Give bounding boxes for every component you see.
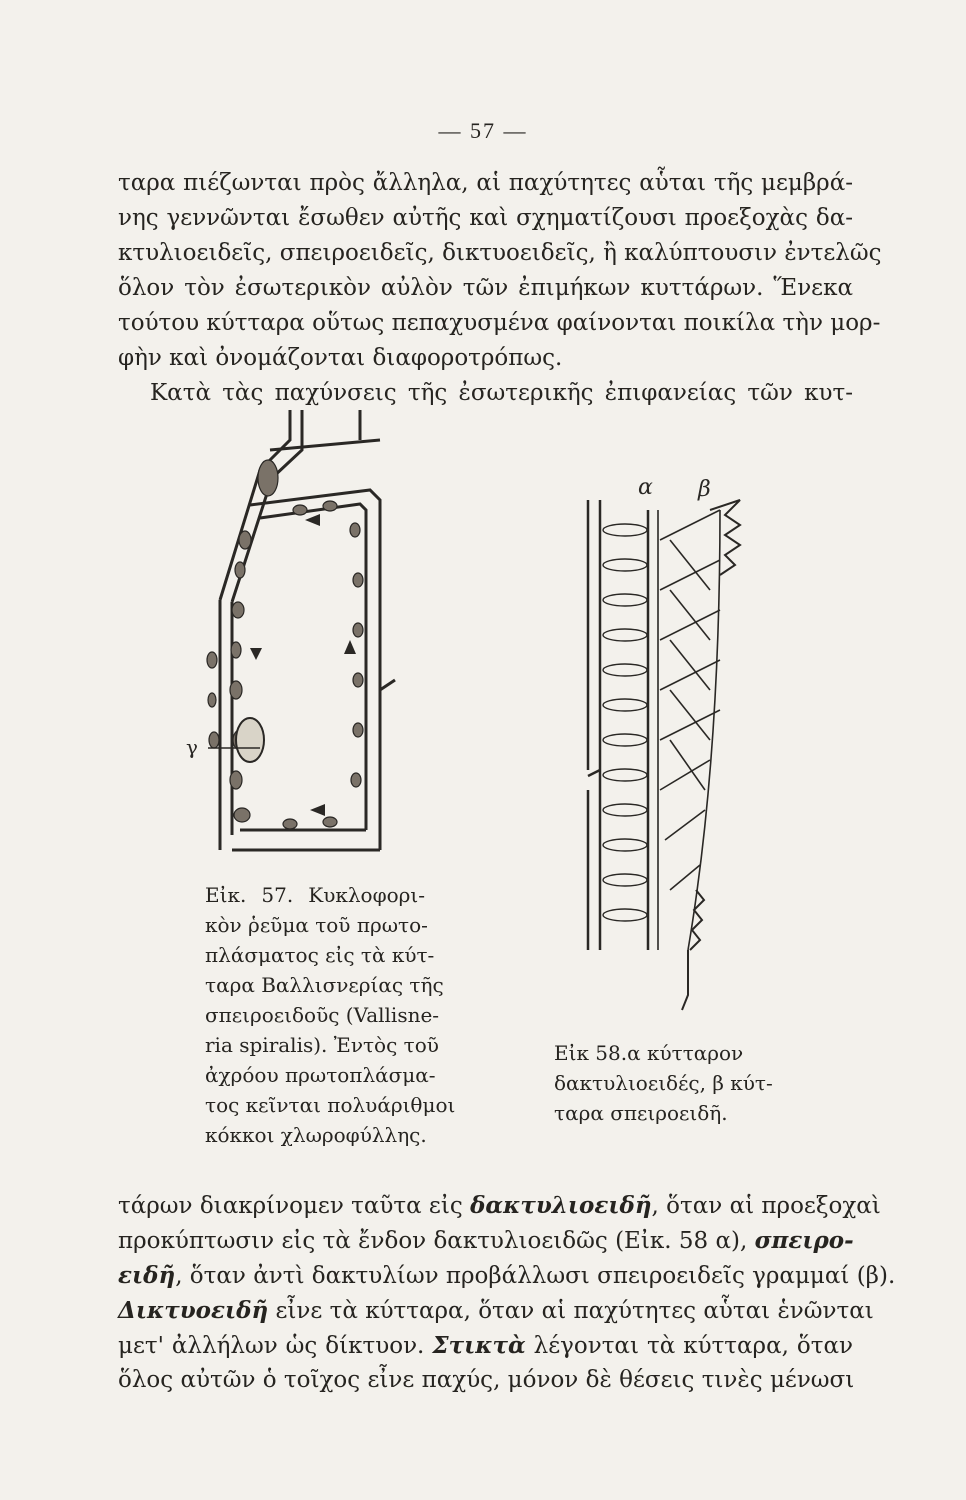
text-span: τάρων διακρίνομεν ταῦτα εἰς: [118, 1193, 471, 1219]
caption-line: κόκκοι χλωροφύλλης.: [205, 1123, 427, 1147]
text-line: [118, 1332, 853, 1359]
caption-line: κὸν ῥεῦμα τοῦ πρωτο-: [205, 913, 428, 937]
figure-58-label-a: α: [638, 475, 653, 500]
figure-58-illustration: [570, 470, 770, 1030]
text-line: [118, 1227, 853, 1254]
figure-58-label-b: β: [698, 477, 711, 502]
text-line: φὴν καὶ ὀνομάζονται διαφοροτρόπως.: [118, 345, 563, 371]
text-line: ὅλος αὐτῶν ὁ τοῖχος εἶνε παχύς, μόνον δὲ θέσεις τινὲς μένωσι: [118, 1367, 855, 1393]
term-annular: δακτυλιοειδῆ: [470, 1192, 652, 1219]
caption-line: Εἰκ 58.α κύτταρον: [554, 1041, 744, 1065]
text-line: ταρα πιέζωνται πρὸς ἄλληλα, αἱ παχύτητες αὗται τῆς μεμβρά-: [118, 170, 853, 196]
text-line: [118, 1262, 896, 1289]
term-spiral: σπειρο-: [754, 1227, 854, 1254]
term-reticulate: Δικτυοειδῆ: [118, 1297, 269, 1324]
text-span: λέγονται τὰ κύτταρα, ὅταν: [525, 1333, 853, 1359]
caption-line: Εἰκ. 57. Κυκλοφορι-: [205, 883, 425, 907]
figure-58-caption: [554, 1038, 773, 1128]
caption-line: πλάσματος εἰς τὰ κύτ-: [205, 943, 435, 967]
page-number: — 57 —: [438, 118, 528, 143]
caption-line: ἀχρόου πρωτοπλάσμα-: [205, 1063, 436, 1087]
text-line: Κατὰ τὰς παχύνσεις τῆς ἐσωτερικῆς ἐπιφανείας τῶν κυτ-: [150, 380, 853, 406]
caption-line: δακτυλιοειδές, β κύτ-: [554, 1071, 773, 1095]
text-span: εἶνε τὰ κύτταρα, ὅταν αἱ παχύτητες αὗται ἑνῶνται: [268, 1298, 874, 1324]
term-spiral-cont: ειδῆ: [118, 1262, 176, 1289]
term-pitted: Στικτὰ: [432, 1332, 526, 1359]
figure-57-illustration: [180, 410, 400, 870]
text-line: ὅλον τὸν ἐσωτερικὸν αὐλὸν τῶν ἐπιμήκων κυττάρων. Ἕνεκα: [118, 275, 853, 301]
text-span: προκύπτωσιν εἰς τὰ ἔνδον δακτυλιοειδῶς (Εἰκ. 58 α),: [118, 1228, 755, 1254]
text-line: κτυλιοειδεῖς, σπειροειδεῖς, δικτυοειδεῖς, ἢ καλύπτουσιν ἐντελῶς: [118, 240, 882, 266]
text-line: νης γεννῶνται ἔσωθεν αὐτῆς καὶ σχηματίζουσι προεξοχὰς δα-: [118, 205, 853, 231]
text-line: [118, 1297, 874, 1324]
caption-line: ταρα Βαλλισνερίας τῆς: [205, 973, 444, 997]
caption-line: σπειροειδοῦς (Vallisne-: [205, 1003, 440, 1027]
text-span: μετ' ἀλλήλων ὡς δίκτυον.: [118, 1333, 425, 1359]
caption-line: τος κεῖνται πολυάριθμοι: [205, 1093, 456, 1117]
figure-57-label: γ: [186, 735, 198, 759]
caption-line: ταρα σπειροειδῆ.: [554, 1101, 728, 1125]
text-line: [118, 1192, 881, 1219]
caption-line: ria spiralis). Ἐντὸς τοῦ: [205, 1033, 439, 1057]
figure-57-caption: [205, 880, 456, 1150]
text-line: τούτου κύτταρα οὕτως πεπαχυσμένα φαίνονται ποικίλα τὴν μορ-: [118, 310, 881, 336]
text-span: , ὅταν ἀντὶ δακτυλίων προβάλλωσι σπειροειδεῖς γραμμαί (β).: [175, 1263, 896, 1289]
text-span: , ὅταν αἱ προεξοχαὶ: [651, 1193, 881, 1219]
